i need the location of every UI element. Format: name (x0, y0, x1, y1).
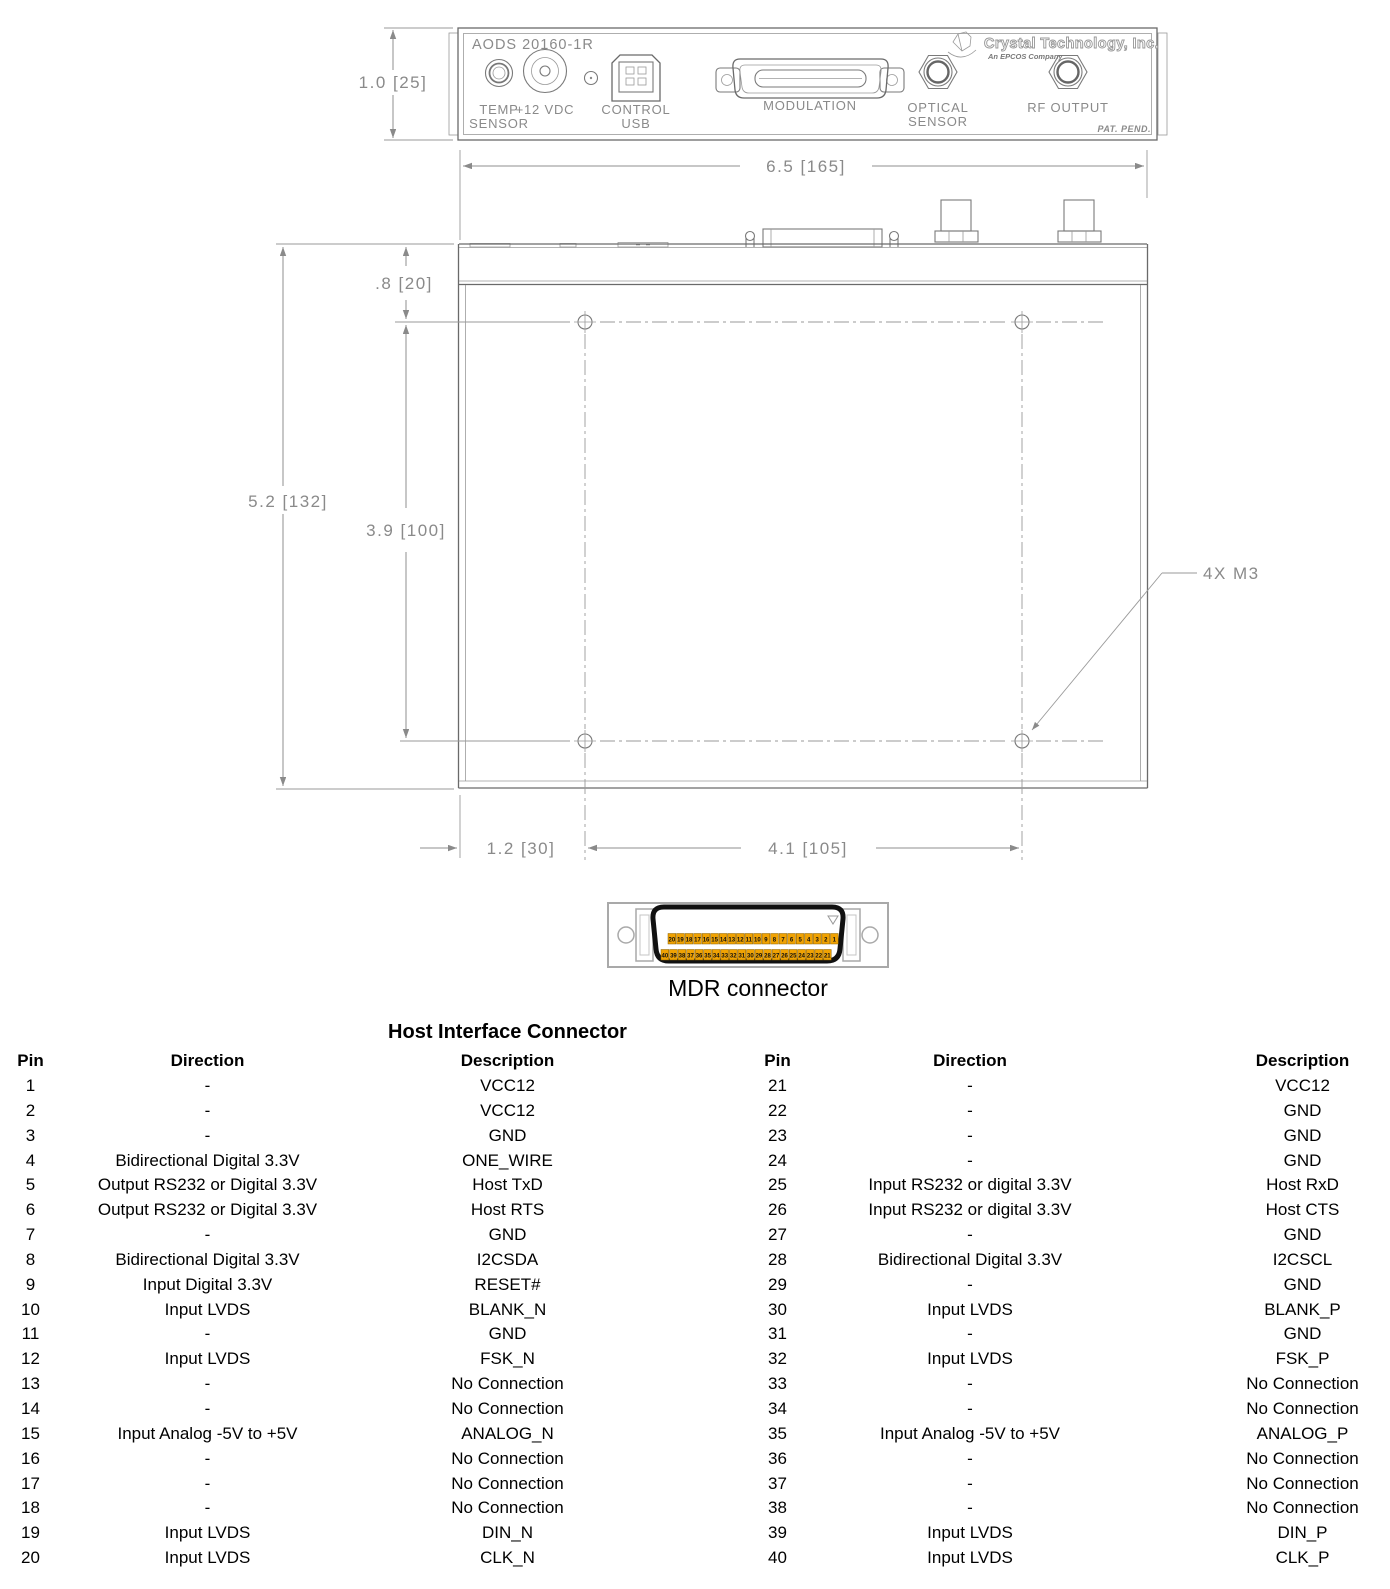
direction-cell: Bidirectional Digital 3.3V (877, 1249, 1063, 1269)
description-cell: FSK_N (480, 1349, 535, 1369)
table-row (0, 1322, 640, 1347)
description-cell: ANALOG_N (461, 1423, 554, 1443)
direction-cell: - (204, 1473, 211, 1493)
mdr-pin-number: 24 (798, 953, 806, 960)
pin-cell: 26 (768, 1200, 787, 1220)
dim-panel-height-text: 1.0 [25] (358, 73, 428, 92)
hole-centerlines (395, 322, 1105, 860)
direction-cell: Bidirectional Digital 3.3V (115, 1249, 300, 1269)
direction-cell: - (967, 1150, 973, 1170)
pin-cell: 31 (768, 1324, 787, 1344)
mdr-pin-number: 1 (832, 937, 836, 944)
rf-output-top-profile (1058, 200, 1101, 244)
front-panel-view (449, 28, 1167, 140)
table-row (0, 1372, 640, 1397)
dim-hole-offset-x-text: 1.2 [30] (486, 839, 556, 858)
mdr-pin-number: 20 (668, 937, 676, 944)
mdr-pin-number: 39 (670, 953, 677, 960)
pin-rows-1-20 (0, 1074, 640, 1571)
table-row (0, 1397, 640, 1422)
mdr-pin-number: 33 (721, 953, 729, 960)
table-row (0, 1447, 640, 1472)
mdr-pin-number: 2 (824, 937, 828, 944)
dim-overall-width-text: 6.5 [165] (766, 157, 846, 176)
pin-cell: 4 (25, 1150, 36, 1170)
description-cell: RESET# (474, 1274, 541, 1294)
pin-cell: 8 (25, 1249, 36, 1269)
pin-cell: 15 (21, 1423, 40, 1443)
pin-cell: 32 (768, 1349, 787, 1369)
dim-hole-pitch-depth-text: 3.9 [100] (366, 521, 446, 540)
patent-note: PAT. PEND. (1097, 124, 1151, 134)
direction-cell: Input LVDS (927, 1523, 1013, 1543)
pin-cell: 39 (768, 1523, 787, 1543)
description-cell: No Connection (451, 1374, 564, 1394)
pin-rows-21-40 (735, 1074, 1390, 1571)
direction-cell: - (204, 1374, 211, 1394)
temp-sensor-connector (486, 60, 513, 87)
dim-hole-pitch-width-text: 4.1 [105] (768, 839, 848, 858)
pin-table-left (0, 1049, 640, 1568)
optical-label-line2: SENSOR (908, 114, 968, 129)
mounting-holes (574, 311, 1033, 752)
dimension-overall-depth (248, 244, 454, 789)
table-header-row (735, 1049, 1390, 1074)
table-row (0, 1074, 640, 1099)
direction-cell: - (204, 1125, 211, 1145)
pin-cell: 35 (768, 1423, 787, 1443)
direction-cell: Input Analog -5V to +5V (879, 1423, 1061, 1443)
mdr-pin-number: 34 (712, 953, 720, 960)
description-cell: GND (1283, 1150, 1322, 1170)
table-row (0, 1422, 640, 1447)
temp-sensor-label-line1: TEMP (479, 102, 519, 117)
description-cell: GND (488, 1125, 527, 1145)
direction-cell: Input RS232 or digital 3.3V (868, 1175, 1072, 1195)
dim-overall-depth-text: 5.2 [132] (248, 492, 328, 511)
mdr-pin-number: 35 (704, 953, 711, 960)
mdr-pin-number: 38 (678, 953, 686, 960)
description-cell: No Connection (451, 1498, 564, 1518)
description-cell: ONE_WIRE (462, 1150, 553, 1170)
header-description: Description (1255, 1051, 1350, 1070)
top-view (395, 200, 1260, 860)
description-cell: No Connection (1246, 1498, 1359, 1518)
description-cell: GND (1283, 1125, 1322, 1145)
model-label: AODS 20160-1R (472, 37, 594, 53)
mdr-pin-number: 14 (719, 937, 727, 944)
optical-label-line1: OPTICAL (907, 100, 969, 115)
enclosure-outline (459, 244, 1148, 788)
mdr-pin-number: 21 (823, 953, 831, 960)
crystal-technology-logo (948, 32, 1159, 61)
pin-cell: 13 (21, 1374, 40, 1394)
description-cell: ANALOG_P (1256, 1423, 1349, 1443)
direction-cell: - (967, 1398, 973, 1418)
description-cell: BLANK_N (468, 1299, 547, 1319)
modulation-label: MODULATION (763, 98, 857, 113)
description-cell: No Connection (451, 1448, 564, 1468)
pin-cell: 40 (768, 1548, 787, 1568)
mdr-pin-number: 5 (798, 937, 802, 944)
pin-cell: 25 (768, 1175, 787, 1195)
mdr-pin-number: 13 (728, 937, 736, 944)
pin-cell: 1 (25, 1076, 36, 1095)
direction-cell: Input Analog -5V to +5V (117, 1423, 298, 1443)
description-cell: No Connection (1246, 1374, 1359, 1394)
mdr-pin-number: 8 (772, 937, 777, 944)
mdr-pin-number: 11 (745, 937, 752, 944)
mdr-pin-number: 9 (764, 937, 768, 944)
table-row (0, 1472, 640, 1497)
description-cell: Host CTS (1265, 1200, 1340, 1220)
pin-cell: 6 (25, 1200, 36, 1220)
table-row (735, 1198, 1390, 1223)
pin-cell: 36 (768, 1448, 787, 1468)
table-row (735, 1347, 1390, 1372)
table-row (735, 1546, 1390, 1571)
pin-cell: 37 (768, 1473, 787, 1493)
table-row (735, 1223, 1390, 1248)
mdr-pin-number: 27 (772, 953, 780, 960)
direction-cell: Output RS232 or Digital 3.3V (97, 1175, 318, 1195)
pin-cell: 28 (768, 1249, 787, 1269)
dimension-hole-pitch-depth (366, 325, 446, 738)
description-cell: GND (488, 1324, 527, 1344)
mdr-pin-number: 36 (695, 953, 703, 960)
direction-cell: - (967, 1225, 973, 1245)
description-cell: DIN_P (1277, 1523, 1328, 1543)
mdr-pin-number: 28 (764, 953, 771, 960)
direction-cell: Input LVDS (927, 1299, 1013, 1319)
pin-cell: 22 (768, 1100, 787, 1120)
table-row (0, 1496, 640, 1521)
mdr-pin-number: 16 (702, 937, 710, 944)
table-row (0, 1198, 640, 1223)
chassis-left-tab (449, 33, 458, 135)
table-row (0, 1173, 640, 1198)
pin-cell: 20 (21, 1548, 40, 1568)
table-row (735, 1099, 1390, 1124)
direction-cell: Input LVDS (164, 1523, 251, 1543)
description-cell: BLANK_P (1264, 1299, 1341, 1319)
mdr-pin-number: 19 (677, 937, 684, 944)
description-cell: VCC12 (480, 1100, 535, 1120)
direction-cell: - (967, 1473, 973, 1493)
direction-cell: Output RS232 or Digital 3.3V (97, 1200, 318, 1220)
pin-cell: 24 (768, 1150, 787, 1170)
table-row (735, 1298, 1390, 1323)
description-cell: GND (488, 1225, 527, 1245)
mounting-hole (1011, 311, 1033, 333)
table-row (0, 1099, 640, 1124)
description-cell: Host TxD (472, 1175, 543, 1195)
direction-cell: Input LVDS (164, 1548, 251, 1568)
pin-cell: 12 (21, 1349, 40, 1369)
dim-holes-callout-text: 4X M3 (1203, 564, 1260, 583)
mdr-pin-number: 40 (661, 953, 669, 960)
description-cell: GND (1283, 1225, 1322, 1245)
mdr-pin-number: 26 (781, 953, 788, 960)
direction-cell: Input Digital 3.3V (142, 1274, 273, 1294)
mdr-pin-number: 10 (754, 937, 761, 944)
mdr-pin-number: 32 (729, 953, 737, 960)
table-row (735, 1273, 1390, 1298)
table-row (735, 1124, 1390, 1149)
header-direction: Direction (170, 1051, 245, 1070)
description-cell: GND (1283, 1324, 1322, 1344)
description-cell: FSK_P (1275, 1349, 1330, 1369)
direction-cell: - (967, 1076, 973, 1095)
table-row (0, 1124, 640, 1149)
direction-cell: - (967, 1374, 973, 1394)
mounting-hole (574, 730, 596, 752)
direction-cell: Input LVDS (927, 1349, 1013, 1369)
pin-cell: 3 (25, 1125, 36, 1145)
dim-front-offset-text: .8 [20] (375, 274, 433, 293)
table-title: Host Interface Connector (388, 1021, 627, 1043)
table-row (735, 1422, 1390, 1447)
direction-cell: - (204, 1100, 211, 1120)
direction-cell: - (204, 1448, 211, 1468)
optical-sensor-top-profile (935, 200, 978, 244)
pin-cell: 2 (25, 1100, 36, 1120)
temp-sensor-label-line2: SENSOR (469, 116, 529, 131)
table-row (0, 1347, 640, 1372)
table-row (0, 1248, 640, 1273)
table-row (0, 1546, 640, 1571)
pin-cell: 29 (768, 1274, 787, 1294)
logo-subtext: An EPCOS Company (988, 52, 1063, 61)
usb-label-line2: USB (621, 116, 651, 131)
mdr-pin-number: 4 (807, 937, 811, 944)
chassis-right-tab (1158, 33, 1167, 135)
table-row (735, 1173, 1390, 1198)
usb-label-line1: CONTROL (601, 102, 671, 117)
pin-cell: 30 (768, 1299, 787, 1319)
mdr-pin-number: 25 (789, 953, 797, 960)
mounting-hole (574, 311, 596, 333)
mdr-pin-number: 3 (815, 937, 819, 944)
header-pin: Pin (17, 1051, 44, 1070)
table-header-row (0, 1049, 640, 1074)
mdr-caption: MDR connector (668, 975, 828, 1001)
pin-cell: 27 (768, 1225, 787, 1245)
table-row (735, 1372, 1390, 1397)
pin-cell: 14 (21, 1398, 40, 1418)
description-cell: No Connection (1246, 1448, 1359, 1468)
pin-table-right (735, 1049, 1390, 1568)
mdr-pin-number: 17 (694, 937, 701, 944)
description-cell: DIN_N (481, 1523, 533, 1543)
dimension-hole-offset-x (420, 795, 555, 858)
logo-text: Crystal Technology, Inc. (984, 36, 1160, 52)
pin-cell: 18 (21, 1498, 40, 1518)
table-row (0, 1521, 640, 1546)
power-label: +12 VDC (515, 102, 575, 117)
direction-cell: - (204, 1076, 211, 1095)
description-cell: Host RTS (470, 1200, 545, 1220)
header-description: Description (460, 1051, 555, 1070)
mdr-pin-number: 15 (711, 937, 718, 944)
dimension-hole-pitch-width (588, 839, 1019, 858)
direction-cell: - (967, 1274, 973, 1294)
mdr-pin-number: 23 (806, 953, 814, 960)
description-cell: No Connection (1246, 1473, 1359, 1493)
mdr-pin-number: 12 (736, 937, 744, 944)
description-cell: No Connection (451, 1398, 564, 1418)
direction-cell: - (967, 1125, 973, 1145)
pin-cell: 16 (21, 1448, 40, 1468)
mdr-pin-number: 18 (685, 937, 693, 944)
mdr-pin-number: 30 (747, 953, 754, 960)
direction-cell: - (967, 1448, 973, 1468)
table-row (0, 1223, 640, 1248)
table-row (0, 1149, 640, 1174)
description-cell: GND (1283, 1274, 1322, 1294)
direction-cell: - (967, 1498, 973, 1518)
table-row (0, 1298, 640, 1323)
table-row (735, 1472, 1390, 1497)
pin-cell: 9 (25, 1274, 36, 1294)
pin-cell: 10 (21, 1299, 40, 1319)
description-cell: No Connection (1246, 1398, 1359, 1418)
header-pin: Pin (764, 1051, 791, 1070)
pin-cell: 38 (768, 1498, 787, 1518)
table-row (735, 1074, 1390, 1099)
pin-cell: 5 (25, 1175, 36, 1195)
mdr-pin-number: 6 (789, 937, 794, 944)
description-cell: No Connection (451, 1473, 564, 1493)
description-cell: CLK_P (1275, 1548, 1330, 1568)
direction-cell: Input LVDS (927, 1548, 1013, 1568)
direction-cell: Input LVDS (164, 1349, 251, 1369)
table-row (0, 1273, 640, 1298)
mdr-pin-number: 22 (815, 953, 823, 960)
mdr-pin-number: 7 (781, 937, 785, 944)
dimension-front-offset (375, 247, 433, 319)
mounting-hole (1011, 730, 1033, 752)
description-cell: Host RxD (1266, 1175, 1339, 1195)
usb-top-profile (618, 243, 668, 248)
table-row (735, 1496, 1390, 1521)
optical-sensor-connector (919, 56, 957, 89)
pin-cell: 21 (768, 1076, 787, 1095)
indicator-led (585, 72, 598, 85)
table-row (735, 1521, 1390, 1546)
mounting-holes-callout (1032, 564, 1260, 730)
direction-cell: - (204, 1398, 211, 1418)
pin-cell: 23 (768, 1125, 787, 1145)
table-row (735, 1248, 1390, 1273)
direction-cell: - (967, 1100, 973, 1120)
pin-cell: 34 (768, 1398, 787, 1418)
description-cell: VCC12 (1275, 1076, 1330, 1095)
direction-cell: Input RS232 or digital 3.3V (868, 1200, 1072, 1220)
mdr-pin-number: 37 (687, 953, 694, 960)
direction-cell: - (204, 1498, 211, 1518)
description-cell: CLK_N (480, 1548, 535, 1568)
table-row (735, 1447, 1390, 1472)
modulation-connector (716, 59, 904, 98)
pin-cell: 11 (21, 1324, 40, 1344)
description-cell: VCC12 (480, 1076, 535, 1095)
direction-cell: Bidirectional Digital 3.3V (115, 1150, 300, 1170)
table-row (735, 1322, 1390, 1347)
direction-cell: Input LVDS (164, 1299, 251, 1319)
mdr-pin-number: 29 (755, 953, 763, 960)
pin-cell: 17 (21, 1473, 40, 1493)
description-cell: I2CSCL (1272, 1249, 1333, 1269)
crystal-gem-icon (953, 32, 971, 51)
pin-cell: 19 (21, 1523, 40, 1543)
table-row (735, 1149, 1390, 1174)
description-cell: GND (1283, 1100, 1322, 1120)
rf-output-label: RF OUTPUT (1027, 100, 1109, 115)
mdr-connector-graphic (608, 903, 888, 1001)
usb-connector (612, 55, 660, 101)
header-direction: Direction (933, 1051, 1007, 1070)
dimension-panel-height (359, 28, 453, 140)
power-connector (524, 50, 567, 93)
direction-cell: - (204, 1324, 211, 1344)
direction-cell: - (967, 1324, 973, 1344)
description-cell: I2CSDA (476, 1249, 539, 1269)
table-row (735, 1397, 1390, 1422)
pin-cell: 33 (768, 1374, 787, 1394)
mdr-pin-number: 31 (738, 953, 746, 960)
pin-cell: 7 (25, 1225, 36, 1245)
direction-cell: - (204, 1225, 211, 1245)
dimension-overall-width (460, 150, 1147, 240)
